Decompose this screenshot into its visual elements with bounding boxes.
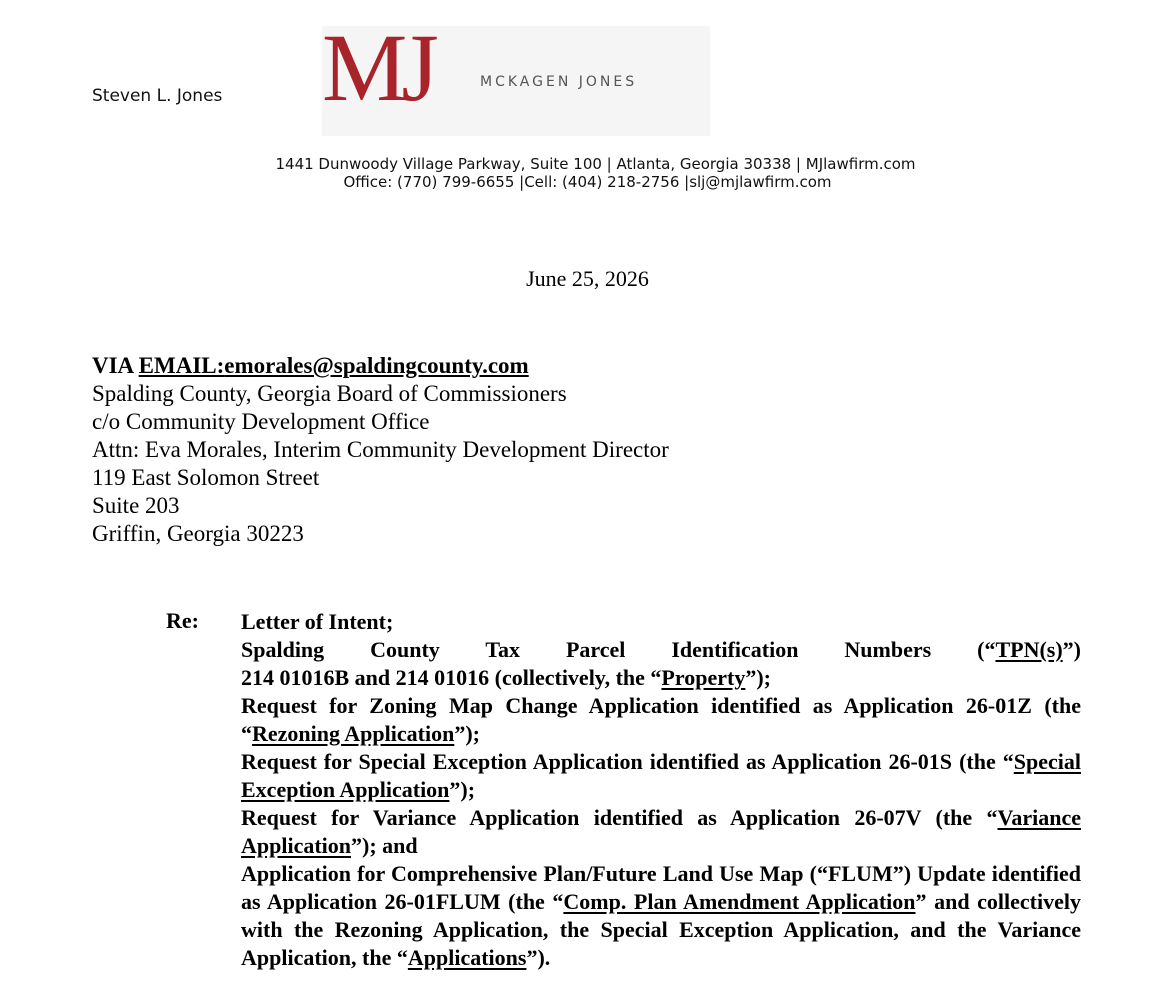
re-item-text: Request for Zoning Map Change Application identified as Application 26-01Z (the “ (241, 693, 1081, 746)
recipient-line: Suite 203 (92, 493, 180, 518)
letter-date: June 25, 2026 (526, 266, 649, 291)
re-item-text: ”); and (351, 833, 418, 858)
re-body (241, 608, 1081, 972)
defined-term: Special Exception Application (241, 749, 1081, 802)
defined-term: Rezoning Application (252, 721, 455, 746)
re-label: Re: (166, 608, 199, 633)
defined-term: Variance Application (241, 805, 1081, 858)
re-item-text: ”) (1062, 637, 1081, 662)
re-item-text: Letter of Intent; (241, 609, 394, 634)
recipient-line: 119 East Solomon Street (92, 465, 320, 490)
defined-term: TPN(s) (995, 637, 1063, 662)
re-item-text: ”); (454, 721, 480, 746)
re-item (241, 608, 1081, 636)
re-item (241, 636, 1081, 664)
recipient-line: c/o Community Development Office (92, 409, 430, 434)
re-item-text: ”); (745, 665, 771, 690)
via-email-label: EMAIL: (138, 353, 225, 378)
recipient-line: Spalding County, Georgia Board of Commissioners (92, 381, 567, 406)
firm-name: MCKAGEN JONES (480, 74, 638, 90)
re-item (241, 748, 1081, 804)
firm-logo (322, 14, 710, 136)
re-item-text: ” and collectively with the Rezoning Application, the Special Exception Application, and the Variance Application, the “ (241, 889, 1081, 970)
re-item (241, 692, 1081, 748)
recipient-line: Griffin, Georgia 30223 (92, 521, 304, 546)
re-item-text: ”); (449, 777, 476, 802)
logo-mark: MJ (322, 14, 433, 121)
recipient-block (92, 352, 669, 548)
via-email-address[interactable]: emorales@spaldingcounty.com (224, 353, 529, 378)
contact-line: Office: (770) 799-6655 |Cell: (404) 218-2756 |slj@mjlawfirm.com (343, 173, 832, 191)
re-item-text: ”). (526, 945, 551, 970)
via-prefix: VIA (92, 353, 139, 378)
via-email-line (92, 352, 669, 380)
author-name: Steven L. Jones (92, 86, 223, 106)
defined-term: Property (661, 665, 746, 690)
address-line: 1441 Dunwoody Village Parkway, Suite 100 | Atlanta, Georgia 30338 | MJlawfirm.com (275, 155, 916, 173)
re-item-text: 214 01016B and 214 01016 (collectively, the “ (241, 665, 662, 690)
defined-term: Comp. Plan Amendment Application (563, 889, 916, 914)
re-item-text: Request for Variance Application identified as Application 26-07V (the “ (241, 805, 998, 830)
re-item-text: Request for Special Exception Application identified as Application 26-01S (the “ (241, 749, 1014, 774)
re-item-text: Spalding County Tax Parcel Identification Numbers (“ (241, 637, 996, 662)
re-item-text: Application for Comprehensive Plan/Future Land Use Map (“FLUM”) Update identified as Application 26-01FLUM (the “ (241, 861, 1081, 914)
re-item (241, 804, 1081, 860)
recipient-line: Attn: Eva Morales, Interim Community Development Director (92, 437, 669, 462)
defined-term: Applications (407, 945, 527, 970)
re-item (241, 860, 1081, 972)
re-item (241, 664, 1081, 692)
